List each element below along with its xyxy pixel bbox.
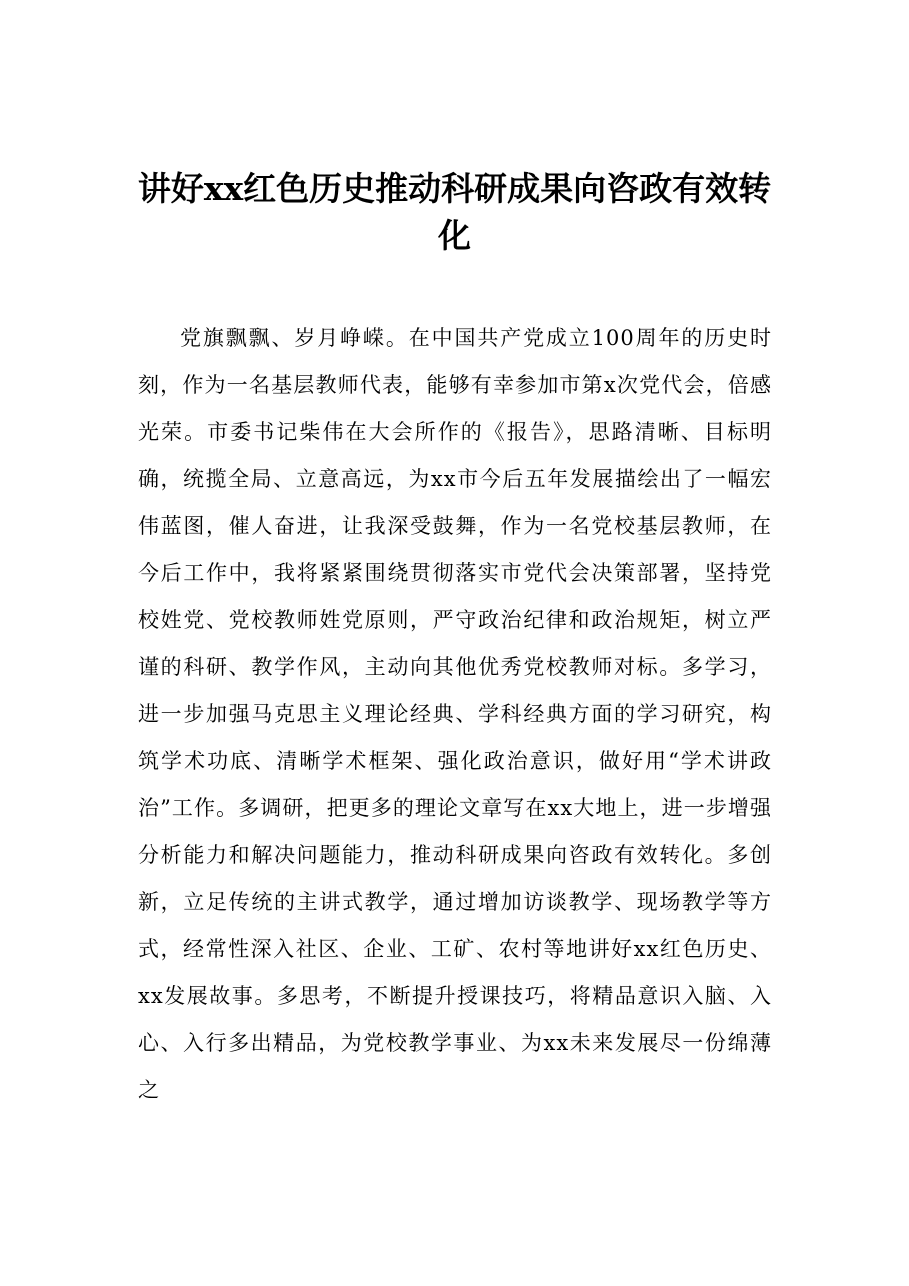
document-body-paragraph: 党旗飘飘、岁月峥嵘。在中国共产党成立100周年的历史时刻，作为一名基层教师代表，能够有幸参加市第x次党代会，倍感光荣。市委书记柴伟在大会所作的《报告》，思路清晰、目标明确，统揽全局、立意高远，为xx市今后五年发展描绘出了一幅宏伟蓝图，催人奋进，让我深受鼓舞，作为一名党校基层教师，在今后工作中，我将紧紧围绕贯彻落实市党代会决策部署，坚持党校姓党、党校教师姓党原则，严守政治纪律和政治规矩，树立严谨的科研、教学作风，主动向其他优秀党校教师对标。多学习，进一步加强马克思主义理论经典、学科经典方面的学习研究，构筑学术功底、清晰学术框架、强化政治意识，做好用“学术讲政治”工作。多调研，把更多的理论文章写在xx大地上，进一步增强分析能力和解决问题能力，推动科研成果向咨政有效转化。多创新，立足传统的主讲式教学，通过增加访谈教学、现场教学等方式，经常性深入社区、企业、工矿、农村等地讲好xx红色历史、xx发展故事。多思考，不断提升授课技巧，将精品意识入脑、入心、入行多出精品，为党校教学事业、为xx未来发展尽一份绵薄之 [138, 326, 772, 1102]
document-title: 讲好xx红色历史推动科研成果向咨政有效转化 [137, 169, 772, 255]
